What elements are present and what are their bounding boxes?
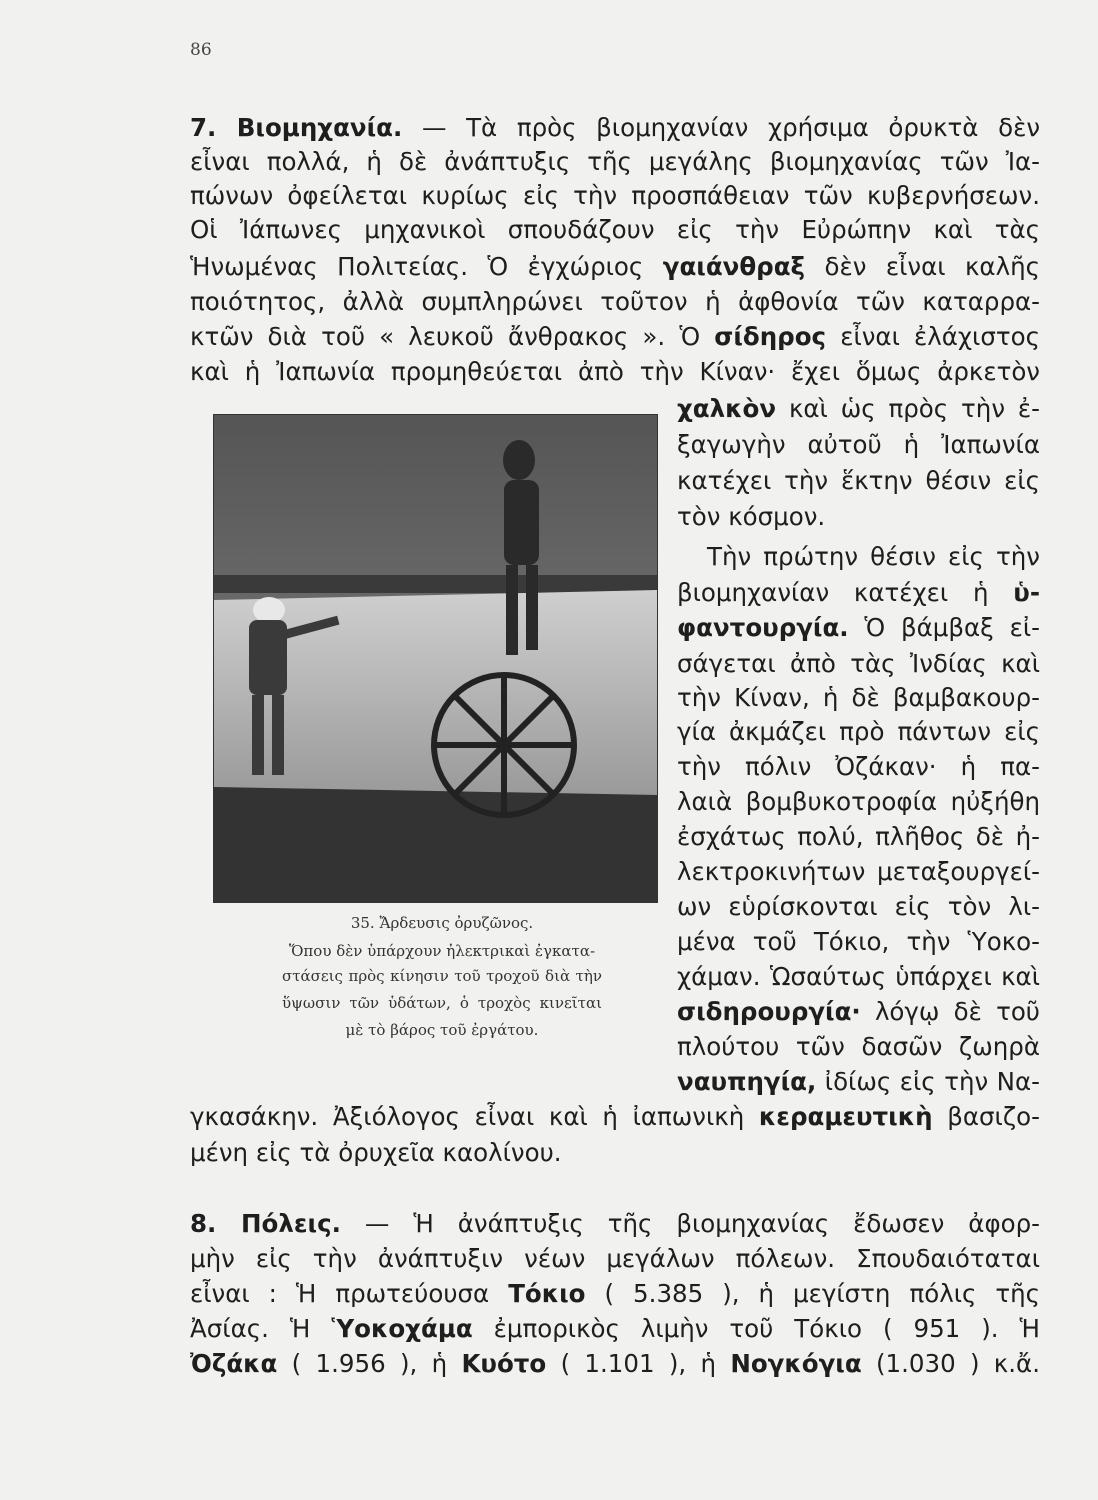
photo-illustration [214,415,657,902]
figure-caption-line-3: ὕψωσιν τῶν ὑδάτων, ὁ τροχὸς κινεῖται [282,994,602,1012]
s7-line-8: καὶ ἡ Ἰαπωνία προμηθεύεται ἀπὸ τὴν Κίναν· ἔχει ὅμως ἀρκετὸν [190,357,1040,386]
s7-right-17: χάμαν. Ὡσαύτως ὑπάρχει καὶ [677,962,1040,991]
figure-caption-line-2: στάσεις πρὸς κίνησιν τοῦ τροχοῦ διὰ τὴν [282,967,602,985]
city-kyoto: Κυότο [461,1349,547,1378]
section-8-heading: 8. Πόλεις. [190,1209,341,1238]
term-ironworks: σιδηρουργία· [677,997,861,1026]
s8-line-5: Ὀζάκα ( 1.956 ), ἡ Κυότο ( 1.101 ), ἡ Νογκόγια (1.030 ) κ.ἄ. [190,1349,1040,1378]
page-number: 86 [190,40,212,60]
s7-tail-2: μένη εἰς τὰ ὀρυχεῖα καολίνου. [190,1138,562,1167]
s7-right-12: λαιὰ βομβυκοτροφία ηὐξήθη [677,787,1040,816]
photo-waterwheel [434,675,574,815]
term-ceramics: κεραμευτικὴ [758,1102,933,1131]
photo-treeline [214,575,657,593]
s7-line-6: ποιότητος, ἀλλὰ συμπληρώνει τοῦτον ἡ ἀφθονία τῶν καταρρα- [190,287,1040,316]
s7-line-5: Ἡνωμένας Πολιτείας. Ὁ ἐγχώριος γαιάνθραξ δὲν εἶναι καλῆς [190,252,1040,281]
s8-line-3: εἶναι : Ἡ πρωτεύουσα Τόκιο ( 5.385 ), ἡ μεγίστη πόλις τῆς [190,1279,1041,1308]
s8-line-1: 8. Πόλεις. — Ἡ ἀνάπτυξις τῆς βιομηχανίας ἔδωσεν ἀφορ- [190,1209,1040,1238]
s8-line-4: Ἀσίας. Ἡ Ὑοκοχάμα ἐμπορικὸς λιμὴν τοῦ Τόκιο ( 951 ). Ἡ [190,1314,1041,1343]
s7-right-4: τὸν κόσμον. [677,502,826,531]
s7-right-2: ξαγωγὴν αὐτοῦ ἡ Ἰαπωνία [677,430,1040,459]
s7-right-18: σιδηρουργία· λόγῳ δὲ τοῦ [677,997,1040,1026]
s7-right-6: βιομηχανίαν κατέχει ἡ ὑ- [677,578,1040,607]
s8-line-2: μὴν εἰς τὴν ἀνάπτυξιν νέων μεγάλων πόλεων. Σπουδαιόταται [190,1244,1040,1273]
s7-line-7: κτῶν διὰ τοῦ « λευκοῦ ἄνθρακος ». Ὁ σίδηρος εἶναι ἐλάχιστος [190,322,1040,351]
figure-caption-line-4: μὲ τὸ βάρος τοῦ ἐργάτου. [345,1021,539,1039]
s7-line-3: πώνων ὀφείλεται κυρίως εἰς τὴν προσπάθειαν τῶν κυβερνήσεων. [190,181,1040,210]
photo-ground [214,787,657,902]
term-copper: χαλκὸν [677,394,777,423]
figure-caption-line-1: Ὅπου δὲν ὑπάρχουν ἠλεκτρικαὶ ἐγκατα- [288,942,596,960]
figure-photo-rice-irrigation [213,414,658,903]
city-nagoya: Νογκόγια [730,1349,862,1378]
term-coal: γαιάνθραξ [662,252,806,281]
city-tokyo: Τόκιο [508,1279,586,1308]
s7-line-4: Οἱ Ἰάπωνες μηχανικοὶ σπουδάζουν εἰς τὴν Εὐρώπην καὶ τὰς [190,215,1040,244]
term-textile-a: ὑ- [1013,578,1040,607]
s7-tail-1: γκασάκην. Ἀξιόλογος εἶναι καὶ ἡ ἰαπωνικὴ κεραμευτικὴ βασιζο- [190,1102,1040,1131]
s7-right-13: ἐσχάτως πολύ, πλῆθος δὲ ἠ- [677,822,1040,851]
term-textile-b: φαντουργία. [677,613,849,642]
city-yokohama: Ὑοκοχάμα [331,1314,473,1343]
term-shipbuilding: ναυπηγία, [677,1067,817,1096]
s7-right-15: ων εὑρίσκονται εἰς τὸν λι- [677,892,1040,921]
s7-right-16: μένα τοῦ Τόκιο, τὴν Ὑοκο- [677,927,1040,956]
s7-right-3: κατέχει τὴν ἕκτην θέσιν εἰς [677,466,1040,495]
s7-right-9: τὴν Κίναν, ἡ δὲ βαμβακουρ- [677,683,1040,712]
s7-right-10: γία ἀκμάζει πρὸ πάντων εἰς [677,717,1040,746]
figure-caption-title: 35. Ἄρδευσις ὀρυζῶνος. [350,914,534,932]
s7-right-20: ναυπηγία, ἰδίως εἰς τὴν Να- [677,1067,1040,1096]
s7-right-19: πλούτου τῶν δασῶν ζωηρὰ [677,1032,1040,1061]
s7-right-7: φαντουργία. Ὁ βάμβαξ εἰ- [677,613,1040,642]
term-iron: σίδηρος [714,322,827,351]
s7-right-5: Τὴν πρώτην θέσιν εἰς τὴν [707,542,1040,571]
s7-line-2: εἶναι πολλά, ἡ δὲ ἀνάπτυξις τῆς μεγάλης βιομηχανίας τῶν Ἰα- [190,147,1040,176]
city-osaka: Ὀζάκα [190,1349,278,1378]
s7-right-1: χαλκὸν καὶ ὡς πρὸς τὴν ἐ- [677,394,1040,423]
s7-line-1: 7. Βιομηχανία. — Τὰ πρὸς βιομηχανίαν χρήσιμα ὀρυκτὰ δὲν [190,113,1041,142]
s7-right-11: τὴν πόλιν Ὀζάκαν· ἡ πα- [677,752,1040,781]
s7-right-14: λεκτροκινήτων μεταξουργεί- [677,857,1040,886]
section-7-heading: 7. Βιομηχανία. [190,113,403,142]
s7-right-8: σάγεται ἀπὸ τὰς Ἰνδίας καὶ [677,649,1040,678]
